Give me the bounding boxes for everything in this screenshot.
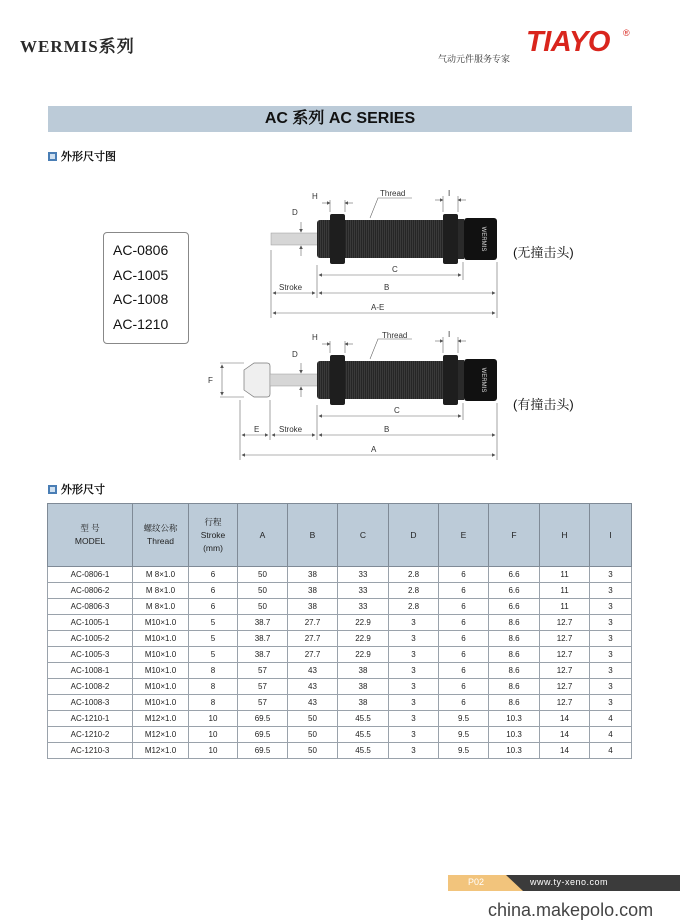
table-cell: 4 xyxy=(590,727,632,743)
table-cell: 6.6 xyxy=(489,567,540,583)
label-c: C xyxy=(394,406,400,415)
table-cell: 27.7 xyxy=(288,615,338,631)
table-cell: 50 xyxy=(288,711,338,727)
table-cell: M10×1.0 xyxy=(133,663,189,679)
table-row xyxy=(48,583,632,599)
col-header-thread: 螺纹公称 Thread xyxy=(133,504,189,567)
table-cell: 6 xyxy=(439,599,489,615)
label-e: E xyxy=(254,425,260,434)
table-cell: 12.7 xyxy=(540,615,590,631)
label-b: B xyxy=(384,425,390,434)
table-cell: 38 xyxy=(288,567,338,583)
model-item: AC-0806 xyxy=(113,242,169,258)
table-cell: 10 xyxy=(189,727,238,743)
model-list-box xyxy=(103,232,189,344)
table-cell: 4 xyxy=(590,743,632,759)
table-cell: 8.6 xyxy=(489,647,540,663)
table-cell: 11 xyxy=(540,583,590,599)
table-cell: 2.8 xyxy=(389,567,439,583)
table-cell: 43 xyxy=(288,679,338,695)
registered-mark: ® xyxy=(623,28,630,38)
table-cell: 12.7 xyxy=(540,663,590,679)
table-cell: 11 xyxy=(540,567,590,583)
model-item: AC-1008 xyxy=(113,291,169,307)
lock-nut xyxy=(330,355,345,405)
table-cell: 6.6 xyxy=(489,599,540,615)
table-cell: AC-1210-2 xyxy=(48,727,133,743)
table-cell: AC-1005-1 xyxy=(48,615,133,631)
table-cell: 3 xyxy=(389,711,439,727)
shock-absorber-top xyxy=(271,189,497,318)
table-row xyxy=(48,567,632,583)
table-cell: AC-1008-2 xyxy=(48,679,133,695)
col-header-f: F xyxy=(489,504,540,567)
table-cell: 3 xyxy=(590,567,632,583)
table-cell: M10×1.0 xyxy=(133,631,189,647)
table-body xyxy=(48,567,632,759)
table-cell: 12.7 xyxy=(540,695,590,711)
table-cell: 69.5 xyxy=(238,711,288,727)
section-title: 外形尺寸 xyxy=(61,484,105,496)
table-cell: M 8×1.0 xyxy=(133,583,189,599)
table-cell: 50 xyxy=(238,583,288,599)
table-cell: 38 xyxy=(288,599,338,615)
table-cell: 50 xyxy=(288,743,338,759)
label-stroke: Stroke xyxy=(279,283,303,292)
table-row xyxy=(48,663,632,679)
table-cell: 6 xyxy=(439,679,489,695)
table-cell: AC-1210-1 xyxy=(48,711,133,727)
table-cell: 38 xyxy=(338,695,389,711)
table-cell: M 8×1.0 xyxy=(133,567,189,583)
label-a-e: A-E xyxy=(371,303,385,312)
label-f: F xyxy=(208,376,213,385)
table-cell: 43 xyxy=(288,695,338,711)
label-stroke: Stroke xyxy=(279,425,303,434)
table-cell: 2.8 xyxy=(389,599,439,615)
table-row xyxy=(48,599,632,615)
table-cell: AC-1005-2 xyxy=(48,631,133,647)
note-with-head: (有撞击头) xyxy=(513,397,574,412)
table-cell: 6 xyxy=(439,583,489,599)
table-cell: 5 xyxy=(189,631,238,647)
table-cell: 8.6 xyxy=(489,695,540,711)
body-neck xyxy=(458,360,464,400)
table-cell: AC-1210-3 xyxy=(48,743,133,759)
table-cell: 50 xyxy=(238,599,288,615)
brand-title: WERMIS系列 xyxy=(20,37,135,56)
section-bullet-icon xyxy=(48,152,57,161)
table-row xyxy=(48,727,632,743)
note-without-head: (无撞击头) xyxy=(513,245,574,260)
table-cell: 3 xyxy=(389,743,439,759)
watermark-text: china.makepolo.com xyxy=(488,900,654,920)
col-header-h: H xyxy=(540,504,590,567)
table-cell: 10.3 xyxy=(489,743,540,759)
label-i: I xyxy=(448,189,451,198)
table-cell: 3 xyxy=(590,679,632,695)
footer-url: www.ty-xeno.com xyxy=(530,877,609,887)
table-cell: M12×1.0 xyxy=(133,743,189,759)
lock-nut xyxy=(443,214,458,264)
lock-nut xyxy=(443,355,458,405)
table-cell: 27.7 xyxy=(288,631,338,647)
table-cell: 69.5 xyxy=(238,727,288,743)
table-cell: 8.6 xyxy=(489,663,540,679)
table-cell: 38 xyxy=(338,663,389,679)
title-bar xyxy=(48,106,632,132)
col-header-a: A xyxy=(238,504,288,567)
table-cell: AC-1008-1 xyxy=(48,663,133,679)
table-cell: 45.5 xyxy=(338,727,389,743)
body-neck xyxy=(458,219,464,259)
dimension-table xyxy=(47,503,632,759)
table-cell: 6 xyxy=(439,647,489,663)
table-cell: AC-0806-3 xyxy=(48,599,133,615)
table-cell: 12.7 xyxy=(540,679,590,695)
table-cell: 8 xyxy=(189,695,238,711)
table-cell: 3 xyxy=(590,647,632,663)
table-cell: 3 xyxy=(590,663,632,679)
tiayo-logo: TIAYO xyxy=(526,26,610,58)
label-i: I xyxy=(448,330,451,339)
model-item: AC-1210 xyxy=(113,315,169,332)
table-cell: 8.6 xyxy=(489,631,540,647)
impact-head xyxy=(244,363,270,397)
section-bullet-icon xyxy=(48,485,57,494)
table-cell: 10.3 xyxy=(489,727,540,743)
table-cell: 38.7 xyxy=(238,631,288,647)
table-cell: M 8×1.0 xyxy=(133,599,189,615)
table-cell: 6 xyxy=(189,599,238,615)
model-item: AC-1005 xyxy=(113,266,169,283)
section-dimensions xyxy=(48,481,105,497)
table-cell: 8.6 xyxy=(489,679,540,695)
table-cell: 3 xyxy=(590,631,632,647)
table-cell: 5 xyxy=(189,647,238,663)
table-cell: M10×1.0 xyxy=(133,695,189,711)
table-cell: 14 xyxy=(540,743,590,759)
table-cell: 3 xyxy=(389,631,439,647)
table-cell: 12.7 xyxy=(540,631,590,647)
table-cell: 8 xyxy=(189,679,238,695)
table-cell: 10 xyxy=(189,743,238,759)
table-cell: 3 xyxy=(389,679,439,695)
table-cell: 3 xyxy=(590,695,632,711)
slogan: 气动元件服务专家 xyxy=(438,54,511,64)
table-cell: 3 xyxy=(590,615,632,631)
table-cell: 33 xyxy=(338,599,389,615)
table-cell: M10×1.0 xyxy=(133,679,189,695)
table-cell: 6 xyxy=(189,567,238,583)
table-cell: 38.7 xyxy=(238,647,288,663)
body-mark: WERMIS xyxy=(480,226,486,252)
col-header-stroke: 行程 Stroke (mm) xyxy=(189,504,238,567)
table-row xyxy=(48,695,632,711)
table-cell: 6 xyxy=(439,663,489,679)
table-cell: 6 xyxy=(439,615,489,631)
table-cell: 8 xyxy=(189,663,238,679)
page-number: P02 xyxy=(468,877,485,887)
table-cell: 22.9 xyxy=(338,647,389,663)
col-header-e: E xyxy=(439,504,489,567)
table-cell: 43 xyxy=(288,663,338,679)
table-cell: 3 xyxy=(590,583,632,599)
table-cell: 6 xyxy=(439,567,489,583)
col-header-model: 型 号 MODEL xyxy=(48,504,133,567)
col-header-c: C xyxy=(338,504,389,567)
table-cell: 3 xyxy=(389,647,439,663)
table-cell: 22.9 xyxy=(338,631,389,647)
col-header-b: B xyxy=(288,504,338,567)
table-cell: 9.5 xyxy=(439,727,489,743)
footer-page-tab xyxy=(448,875,523,891)
table-cell: 3 xyxy=(389,727,439,743)
table-cell: 10 xyxy=(189,711,238,727)
table-row xyxy=(48,743,632,759)
table-cell: AC-1005-3 xyxy=(48,647,133,663)
table-cell: 14 xyxy=(540,711,590,727)
section-dimension-drawing xyxy=(48,148,116,164)
col-header-i: I xyxy=(590,504,632,567)
table-cell: 57 xyxy=(238,663,288,679)
dimension-diagrams xyxy=(200,180,510,465)
table-cell: 33 xyxy=(338,567,389,583)
table-row xyxy=(48,711,632,727)
table-cell: 45.5 xyxy=(338,743,389,759)
col-header-d: D xyxy=(389,504,439,567)
table-cell: 3 xyxy=(389,695,439,711)
table-cell: 14 xyxy=(540,727,590,743)
label-thread: Thread xyxy=(382,331,408,340)
table-cell: 4 xyxy=(590,711,632,727)
table-cell: M10×1.0 xyxy=(133,615,189,631)
table-cell: 8.6 xyxy=(489,615,540,631)
table-cell: 6 xyxy=(189,583,238,599)
label-b: B xyxy=(384,283,390,292)
table-cell: M12×1.0 xyxy=(133,711,189,727)
table-cell: 69.5 xyxy=(238,743,288,759)
table-cell: 10.3 xyxy=(489,711,540,727)
table-cell: AC-0806-1 xyxy=(48,567,133,583)
table-row xyxy=(48,647,632,663)
piston-rod xyxy=(271,233,321,245)
table-cell: 6.6 xyxy=(489,583,540,599)
table-cell: 6 xyxy=(439,695,489,711)
table-cell: 33 xyxy=(338,583,389,599)
label-d: D xyxy=(292,350,298,359)
table-cell: 38 xyxy=(338,679,389,695)
table-cell: 38.7 xyxy=(238,615,288,631)
table-cell: 9.5 xyxy=(439,711,489,727)
table-cell: 57 xyxy=(238,695,288,711)
table-cell: 3 xyxy=(590,599,632,615)
piston-rod xyxy=(270,374,320,386)
label-h: H xyxy=(312,333,318,342)
label-c: C xyxy=(392,265,398,274)
table-cell: 27.7 xyxy=(288,647,338,663)
table-cell: 3 xyxy=(389,615,439,631)
table-cell: 6 xyxy=(439,631,489,647)
table-cell: 5 xyxy=(189,615,238,631)
table-cell: 50 xyxy=(288,727,338,743)
section-title: 外形尺寸图 xyxy=(61,151,116,163)
table-cell: 3 xyxy=(389,663,439,679)
body-mark: WERMIS xyxy=(480,367,486,393)
table-cell: 12.7 xyxy=(540,647,590,663)
shock-absorber-bottom xyxy=(208,330,497,460)
table-cell: 38 xyxy=(288,583,338,599)
table-header-row xyxy=(48,504,632,567)
table-cell: 2.8 xyxy=(389,583,439,599)
lock-nut xyxy=(330,214,345,264)
table-cell: 11 xyxy=(540,599,590,615)
table-cell: 45.5 xyxy=(338,711,389,727)
label-a: A xyxy=(371,445,377,454)
table-cell: M12×1.0 xyxy=(133,727,189,743)
table-cell: AC-0806-2 xyxy=(48,583,133,599)
table-cell: 57 xyxy=(238,679,288,695)
table-row xyxy=(48,615,632,631)
label-d: D xyxy=(292,208,298,217)
table-row xyxy=(48,679,632,695)
table-cell: 50 xyxy=(238,567,288,583)
table-cell: 9.5 xyxy=(439,743,489,759)
table-cell: 22.9 xyxy=(338,615,389,631)
label-h: H xyxy=(312,192,318,201)
page-title: AC 系列 AC SERIES xyxy=(264,110,416,127)
table-cell: M10×1.0 xyxy=(133,647,189,663)
table-cell: AC-1008-3 xyxy=(48,695,133,711)
table-row xyxy=(48,631,632,647)
label-thread: Thread xyxy=(380,189,406,198)
